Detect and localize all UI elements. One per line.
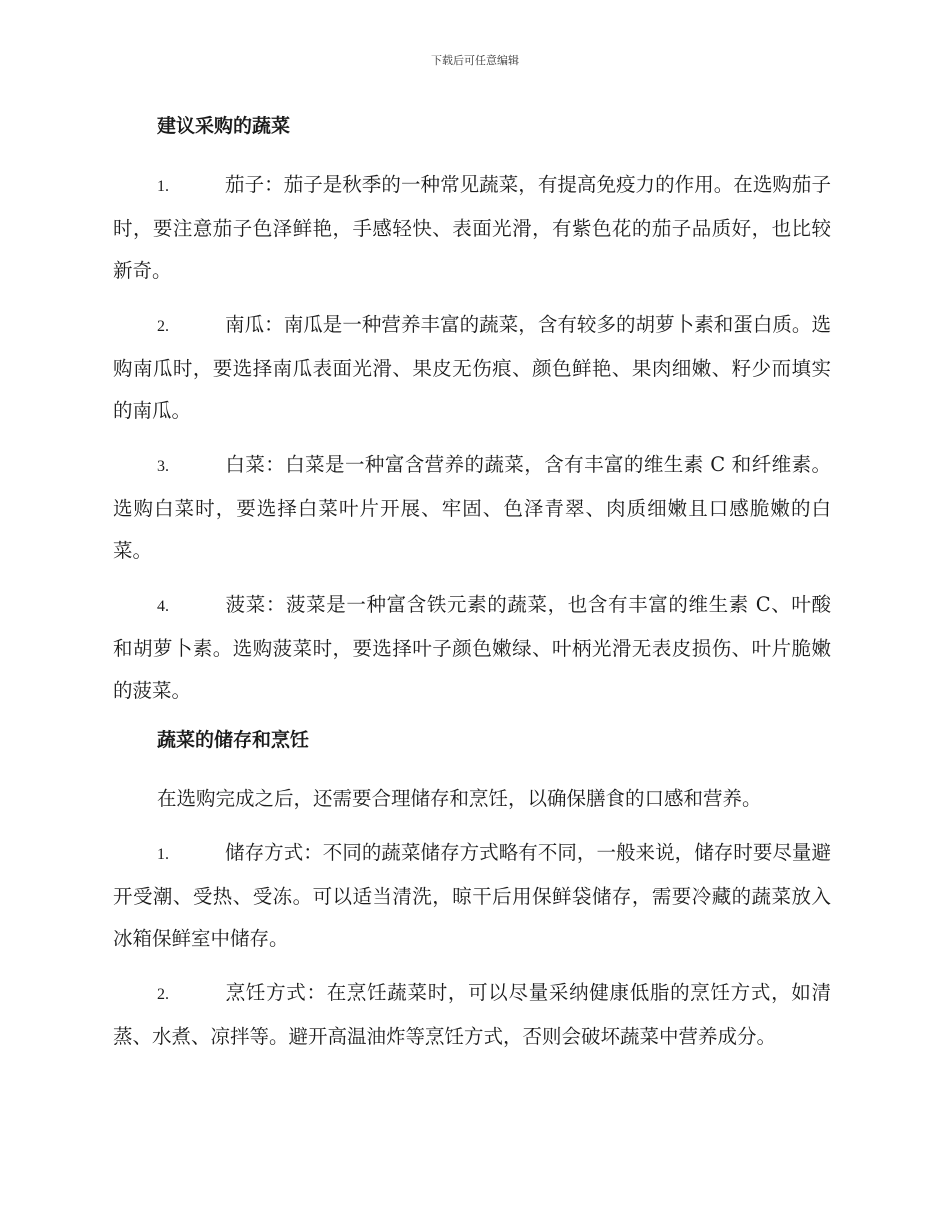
section-intro: 在选购完成之后，还需要合理储存和烹饪，以确保膳食的口感和营养。 <box>157 787 762 810</box>
list-item-pumpkin <box>113 304 831 432</box>
list-item-text: 白菜：白菜是一种富含营养的蔬菜，含有丰富的维生素 C 和纤维素。选购白菜时，要选择白菜叶片开展、牢固、色泽青翠、肉质细嫩且口感脆嫩的白菜。 <box>113 453 831 562</box>
list-item-text: 茄子：茄子是秋季的一种常见蔬菜，有提高免疫力的作用。在选购茄子时，要注意茄子色泽鲜艳，手感轻快、表面光滑，有紫色花的茄子品质好，也比较新奇。 <box>113 173 831 282</box>
list-item-text: 菠菜：菠菜是一种富含铁元素的蔬菜，也含有丰富的维生素 C、叶酸和胡萝卜素。选购菠菜时，要选择叶子颜色嫩绿、叶柄光滑无表皮损伤、叶片脆嫩的菠菜。 <box>113 593 831 702</box>
list-number: 3. <box>157 458 169 475</box>
list-item-text: 烹饪方式：在烹饪蔬菜时，可以尽量采纳健康低脂的烹饪方式，如清蒸、水煮、凉拌等。避开高温油炸等烹饪方式，否则会破坏蔬菜中营养成分。 <box>113 981 831 1048</box>
list-item-eggplant <box>113 164 831 292</box>
document-body <box>113 110 831 1070</box>
list-item-cabbage <box>113 444 831 572</box>
list-number: 1. <box>157 846 169 863</box>
list-number: 4. <box>157 598 169 615</box>
section-heading-purchase: 建议采购的蔬菜 <box>157 115 291 137</box>
page-header: 下载后可任意编辑 <box>431 54 519 67</box>
list-item-cooking <box>113 972 831 1058</box>
list-item-text: 南瓜：南瓜是一种营养丰富的蔬菜，含有较多的胡萝卜素和蛋白质。选购南瓜时，要选择南瓜表面光滑、果皮无伤痕、颜色鲜艳、果肉细嫩、籽少而填实的南瓜。 <box>113 313 831 422</box>
list-number: 1. <box>157 178 169 195</box>
section-heading-storage: 蔬菜的储存和烹饪 <box>157 729 310 751</box>
list-item-spinach <box>113 584 831 712</box>
list-number: 2. <box>157 318 169 335</box>
list-item-text: 储存方式：不同的蔬菜储存方式略有不同，一般来说，储存时要尽量避开受潮、受热、受冻。可以适当清洗，晾干后用保鲜袋储存，需要冷藏的蔬菜放入冰箱保鲜室中储存。 <box>113 841 831 950</box>
list-number: 2. <box>157 986 169 1003</box>
list-item-storage <box>113 832 831 960</box>
